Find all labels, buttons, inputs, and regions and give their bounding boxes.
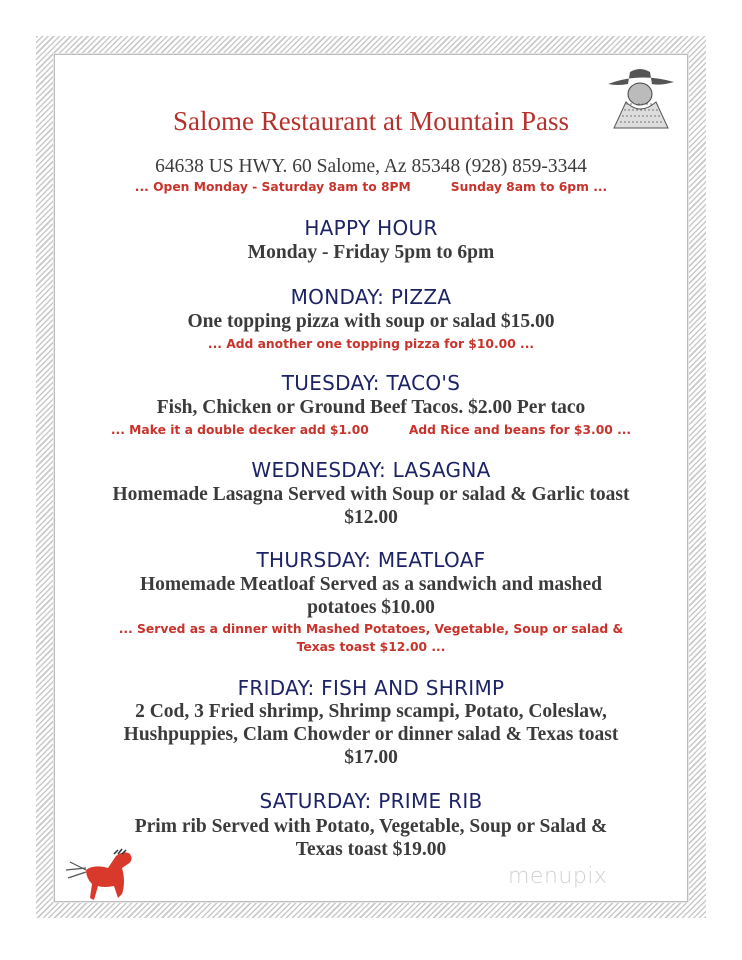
tuesday-note <box>0 423 742 437</box>
friday-text-1: 2 Cod, 3 Fried shrimp, Shrimp scampi, Potato, Coleslaw, <box>135 701 607 722</box>
address-phone: 64638 US HWY. 60 Salome, Az 85348 (928) 859-3344 <box>155 156 587 177</box>
menupix-watermark: menupix <box>508 864 608 889</box>
thursday-heading: THURSDAY: MEATLOAF <box>256 548 486 572</box>
wednesday-heading: WEDNESDAY: LASAGNA <box>251 458 491 482</box>
thursday-text-2: potatoes $10.00 <box>307 597 435 618</box>
thursday-note-1: ... Served as a dinner with Mashed Potatoes, Vegetable, Soup or salad & <box>118 622 624 636</box>
thursday-text-1: Homemade Meatloaf Served as a sandwich and mashed <box>139 574 603 595</box>
tuesday-heading: TUESDAY: TACO'S <box>281 371 461 395</box>
opening-hours <box>0 180 742 194</box>
red-horse-icon <box>64 848 159 903</box>
restaurant-title: Salome Restaurant at Mountain Pass <box>173 106 569 136</box>
friday-text-2: Hushpuppies, Clam Chowder or dinner salad & Texas toast <box>123 724 619 745</box>
saturday-heading: SATURDAY: PRIME RIB <box>259 789 483 813</box>
tuesday-text: Fish, Chicken or Ground Beef Tacos. $2.00 Per taco <box>156 397 586 418</box>
friday-text-3: $17.00 <box>344 747 398 768</box>
saturday-text-1: Prim rib Served with Potato, Vegetable, Soup or Salad & <box>134 816 608 837</box>
tuesday-note-left: ... Make it a double decker add $1.00 <box>110 423 369 437</box>
monday-heading: MONDAY: PIZZA <box>290 285 452 309</box>
hours-sunday: Sunday 8am to 6pm ... <box>450 180 608 194</box>
monday-note: ... Add another one topping pizza for $10.00 ... <box>207 337 535 351</box>
tuesday-note-right: Add Rice and beans for $3.00 ... <box>408 423 632 437</box>
saturday-text-2: Texas toast $19.00 <box>295 839 447 860</box>
thursday-note-2: Texas toast $12.00 ... <box>296 640 446 654</box>
monday-text: One topping pizza with soup or salad $15.00 <box>187 311 555 332</box>
friday-heading: FRIDAY: FISH AND SHRIMP <box>237 676 505 700</box>
happy-hour-text: Monday - Friday 5pm to 6pm <box>247 242 495 263</box>
happy-hour-heading: HAPPY HOUR <box>304 216 438 240</box>
hours-weekday: ... Open Monday - Saturday 8am to 8PM <box>134 180 411 194</box>
wednesday-text-2: $12.00 <box>344 507 398 528</box>
wednesday-text-1: Homemade Lasagna Served with Soup or salad & Garlic toast <box>112 484 630 505</box>
